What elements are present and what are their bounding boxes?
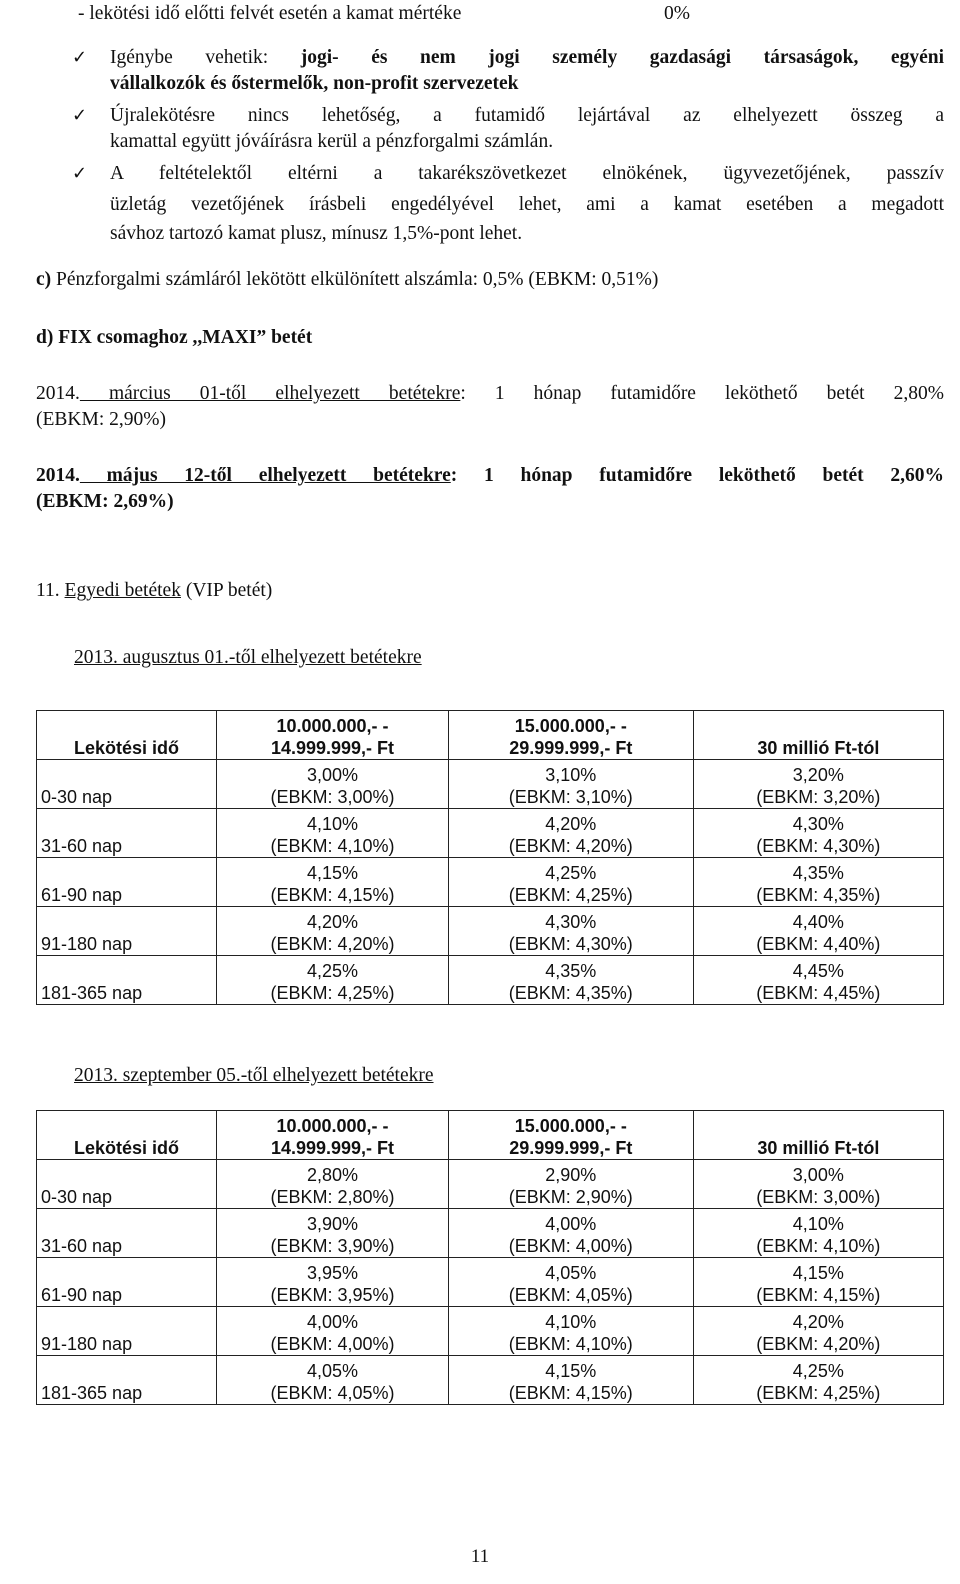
row-term: 91-180 nap: [37, 1307, 217, 1356]
rate-cell: 4,05% (EBKM: 4,05%): [448, 1258, 693, 1307]
rate-cell: 4,05% (EBKM: 4,05%): [217, 1356, 449, 1405]
section-c: c) Pénzforgalmi számláról lekötött elkülönített alszámla: 0,5% (EBKM: 0,51%): [36, 269, 659, 290]
rate-cell: 4,10% (EBKM: 4,10%): [217, 809, 449, 858]
rate-cell: 4,10% (EBKM: 4,10%): [448, 1307, 693, 1356]
header-term: Lekötési idő: [37, 1111, 217, 1160]
header-band-1: 10.000.000,- - 14.999.999,- Ft: [217, 711, 449, 760]
bullet-3-line-3: sávhoz tartozó kamat plusz, mínusz 1,5%-pont lehet.: [110, 223, 523, 244]
row-term: 31-60 nap: [37, 809, 217, 858]
may-line-1: 2014. május 12-től elhelyezett betétekre: 1 hónap futamidőre leköthető betét 2,60%: [36, 465, 944, 486]
rate-cell: 2,80% (EBKM: 2,80%): [217, 1160, 449, 1209]
table-row: [37, 1258, 944, 1307]
rate-table-2: [36, 1110, 944, 1405]
rate-cell: 4,15% (EBKM: 4,15%): [217, 858, 449, 907]
march-line-1: 2014. március 01-től elhelyezett betétekre: 1 hónap futamidőre leköthető betét 2,80%: [36, 383, 945, 404]
rate-cell: 4,00% (EBKM: 4,00%): [217, 1307, 449, 1356]
march-line-2: (EBKM: 2,90%): [36, 409, 166, 430]
rate-cell: 4,00% (EBKM: 4,00%): [448, 1209, 693, 1258]
check-icon: ✓: [72, 105, 88, 126]
rate-cell: 4,10% (EBKM: 4,10%): [693, 1209, 943, 1258]
rate-cell: 4,40% (EBKM: 4,40%): [693, 907, 943, 956]
row-term: 91-180 nap: [37, 907, 217, 956]
rate-cell: 4,30% (EBKM: 4,30%): [448, 907, 693, 956]
intro-value: 0%: [664, 3, 690, 24]
bullet-3-line-2: üzletág vezetőjének írásbeli engedélyével lehet, ami a kamat esetében a megadott: [110, 194, 944, 215]
check-icon: ✓: [72, 163, 88, 184]
row-term: 31-60 nap: [37, 1209, 217, 1258]
rate-cell: 3,90% (EBKM: 3,90%): [217, 1209, 449, 1258]
rate-cell: 2,90% (EBKM: 2,90%): [448, 1160, 693, 1209]
row-term: 181-365 nap: [37, 956, 217, 1005]
section-d-title: d) FIX csomaghoz ,,MAXI” betét: [36, 327, 313, 348]
table-row: [37, 760, 944, 809]
rate-cell: 3,20% (EBKM: 3,20%): [693, 760, 943, 809]
rate-cell: 4,15% (EBKM: 4,15%): [448, 1356, 693, 1405]
table-row: [37, 858, 944, 907]
rate-cell: 4,20% (EBKM: 4,20%): [217, 907, 449, 956]
header-band-3: 30 millió Ft-tól: [693, 1111, 943, 1160]
bullet-1-line-1: Igénybe vehetik: jogi- és nem jogi személy gazdasági társaságok, egyéni: [110, 47, 944, 68]
table-row: [37, 956, 944, 1005]
rate-cell: 4,30% (EBKM: 4,30%): [693, 809, 943, 858]
rate-cell: 4,15% (EBKM: 4,15%): [693, 1258, 943, 1307]
rate-cell: 3,10% (EBKM: 3,10%): [448, 760, 693, 809]
table-row: [37, 907, 944, 956]
table-row: [37, 1356, 944, 1405]
rate-cell: 4,45% (EBKM: 4,45%): [693, 956, 943, 1005]
rate-cell: 4,20% (EBKM: 4,20%): [448, 809, 693, 858]
bullet-1-line-2: vállalkozók és őstermelők, non-profit szervezetek: [110, 73, 519, 94]
table-row: [37, 1307, 944, 1356]
header-band-2: 15.000.000,- - 29.999.999,- Ft: [448, 1111, 693, 1160]
intro-label: - lekötési idő előtti felvét esetén a kamat mértéke: [78, 3, 462, 24]
header-band-1: 10.000.000,- - 14.999.999,- Ft: [217, 1111, 449, 1160]
rate-cell: 4,20% (EBKM: 4,20%): [693, 1307, 943, 1356]
row-term: 61-90 nap: [37, 1258, 217, 1307]
table-header-row: [37, 711, 944, 760]
header-band-2: 15.000.000,- - 29.999.999,- Ft: [448, 711, 693, 760]
rate-cell: 3,00% (EBKM: 3,00%): [693, 1160, 943, 1209]
table-row: [37, 1160, 944, 1209]
rate-cell: 4,25% (EBKM: 4,25%): [448, 858, 693, 907]
rate-cell: 4,25% (EBKM: 4,25%): [217, 956, 449, 1005]
rate-cell: 3,95% (EBKM: 3,95%): [217, 1258, 449, 1307]
bullet-2-line-1: Újralekötésre nincs lehetőség, a futamidő lejártával az elhelyezett összeg a: [110, 105, 944, 126]
rate-cell: 3,00% (EBKM: 3,00%): [217, 760, 449, 809]
table-1-caption: 2013. augusztus 01.-től elhelyezett betétekre: [74, 647, 422, 668]
rate-cell: 4,35% (EBKM: 4,35%): [448, 956, 693, 1005]
bullet-3-line-1: A feltételektől eltérni a takarékszövetkezet elnökének, ügyvezetőjének, passzív: [110, 163, 944, 184]
table-row: [37, 809, 944, 858]
row-term: 0-30 nap: [37, 1160, 217, 1209]
bullet-2-line-2: kamattal együtt jóváírásra kerül a pénzforgalmi számlán.: [110, 131, 554, 152]
row-term: 0-30 nap: [37, 760, 217, 809]
rate-cell: 4,25% (EBKM: 4,25%): [693, 1356, 943, 1405]
header-term: Lekötési idő: [37, 711, 217, 760]
rate-cell: 4,35% (EBKM: 4,35%): [693, 858, 943, 907]
table-row: [37, 1209, 944, 1258]
page-number: 11: [470, 1546, 490, 1567]
table-header-row: [37, 1111, 944, 1160]
row-term: 181-365 nap: [37, 1356, 217, 1405]
rate-table-1: [36, 710, 944, 1005]
table-2-caption: 2013. szeptember 05.-től elhelyezett betétekre: [74, 1065, 434, 1086]
section-11-title: 11. Egyedi betétek (VIP betét): [36, 580, 273, 601]
row-term: 61-90 nap: [37, 858, 217, 907]
header-band-3: 30 millió Ft-tól: [693, 711, 943, 760]
check-icon: ✓: [72, 47, 88, 68]
may-line-2: (EBKM: 2,69%): [36, 491, 174, 512]
